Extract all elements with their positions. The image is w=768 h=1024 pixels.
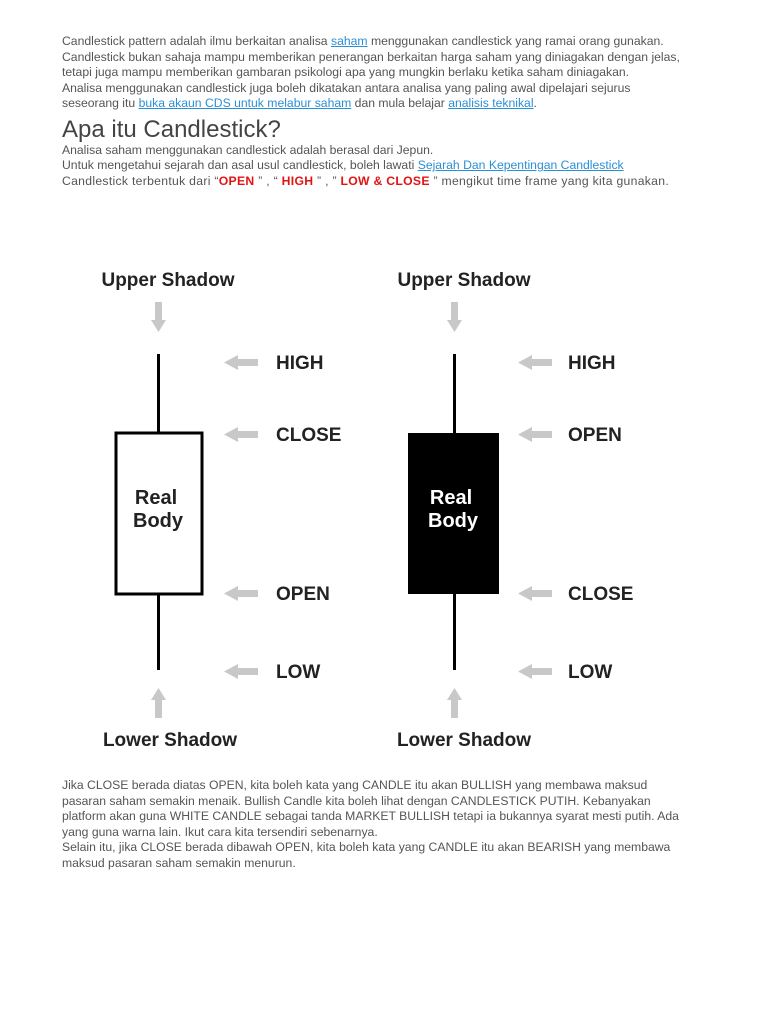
intro-paragraph-1 (62, 34, 686, 50)
section-paragraph-3 (62, 174, 686, 190)
arrow-down-icon (151, 302, 166, 332)
high-keyword: HIGH (281, 173, 314, 188)
open-keyword: OPEN (218, 173, 255, 188)
left-low-label: LOW (276, 662, 321, 683)
arrow-left-icon (224, 427, 258, 442)
arrow-left-icon (518, 427, 552, 442)
section-text: Candlestick terbentuk dari “ (62, 173, 219, 188)
section-text: Untuk mengetahui sejarah dan asal usul candlestick, boleh lawati (62, 158, 418, 172)
intro-paragraph-3 (62, 81, 686, 112)
left-lower-shadow-label: Lower Shadow (102, 730, 238, 751)
arrow-left-icon (518, 355, 552, 370)
technical-analysis-link[interactable]: analisis teknikal (448, 96, 534, 110)
section-text: ” , ” (313, 173, 341, 188)
intro-text: Candlestick pattern adalah ilmu berkaitan analisa (62, 34, 331, 48)
intro-text: dan mula belajar (351, 96, 449, 110)
candlestick-diagram (80, 262, 640, 762)
arrow-up-icon (151, 688, 166, 718)
right-low-label: LOW (568, 662, 613, 683)
arrow-left-icon (224, 586, 258, 601)
arrow-up-icon (447, 688, 462, 718)
right-high-label: HIGH (568, 353, 616, 374)
arrow-left-icon (224, 355, 258, 370)
article-bottom (62, 778, 686, 871)
intro-text: Analisa menggunakan candlestick juga boleh dikatakan antara analisa yang paling awal dipelajari sejurus seseorang itu (62, 80, 631, 110)
article-top (62, 34, 686, 189)
bullish-candle-group (101, 270, 341, 751)
left-high-label: HIGH (276, 353, 324, 374)
right-lower-shadow-label: Lower Shadow (396, 730, 532, 751)
intro-text: menggunakan candlestick yang ramai orang gunakan. (367, 34, 664, 48)
section-paragraph-2 (62, 158, 686, 174)
right-close-label: CLOSE (568, 584, 634, 605)
intro-paragraph-2: Candlestick bukan sahaja mampu memberikan penerangan berkaitan harga saham yang diniagakan dengan jelas, tetapi juga mampu memberikan gambaran psikologi apa yang mungkin berlaku ketika saham diniagakan. (62, 49, 680, 79)
right-body-label-line1: Real (429, 487, 473, 509)
left-body-label-line1: Real (134, 487, 178, 509)
section-text: ” , “ (254, 173, 282, 188)
left-body-label-line2: Body (133, 510, 183, 532)
right-body-label-line2: Body (428, 510, 478, 532)
left-close-label: CLOSE (276, 425, 342, 446)
right-open-label: OPEN (568, 425, 622, 446)
bearish-candle-group (397, 270, 633, 751)
left-open-label: OPEN (276, 584, 330, 605)
arrow-down-icon (447, 302, 462, 332)
section-paragraph-1: Analisa saham menggunakan candlestick adalah berasal dari Jepun. (62, 142, 434, 157)
section-title: Apa itu Candlestick? (62, 115, 281, 143)
arrow-left-icon (224, 664, 258, 679)
saham-link[interactable]: saham (330, 34, 368, 48)
right-upper-shadow-label: Upper Shadow (397, 270, 531, 291)
left-upper-shadow-label: Upper Shadow (101, 270, 235, 291)
candlestick-history-link[interactable]: Sejarah Dan Kepentingan Candlestick (417, 158, 624, 172)
cds-account-link[interactable]: buka akaun CDS untuk melabur saham (138, 96, 352, 110)
section-text: ” mengikut time frame yang kita gunakan. (429, 173, 670, 188)
outro-paragraph-1: Jika CLOSE berada diatas OPEN, kita boleh kata yang CANDLE itu akan BULLISH yang membawa maksud pasaran saham semakin menaik. Bullish Candle kita boleh lihat dengan CANDLESTICK PUTIH. Kebanyakan platform akan guna WHITE CANDLE sebagai tanda MARKET BULLISH tetapi ia bukannya syarat mesti putih. Ada yang guna warna lain. Ikut cara kita tersendiri sebenarnya. (62, 778, 679, 839)
low-close-keyword: LOW & CLOSE (340, 173, 430, 188)
outro-paragraph-2: Selain itu, jika CLOSE berada dibawah OPEN, kita boleh kata yang CANDLE itu akan BEARISH yang membawa maksud pasaran saham semakin menurun. (62, 840, 671, 870)
arrow-left-icon (518, 586, 552, 601)
arrow-left-icon (518, 664, 552, 679)
intro-text: . (533, 96, 537, 110)
